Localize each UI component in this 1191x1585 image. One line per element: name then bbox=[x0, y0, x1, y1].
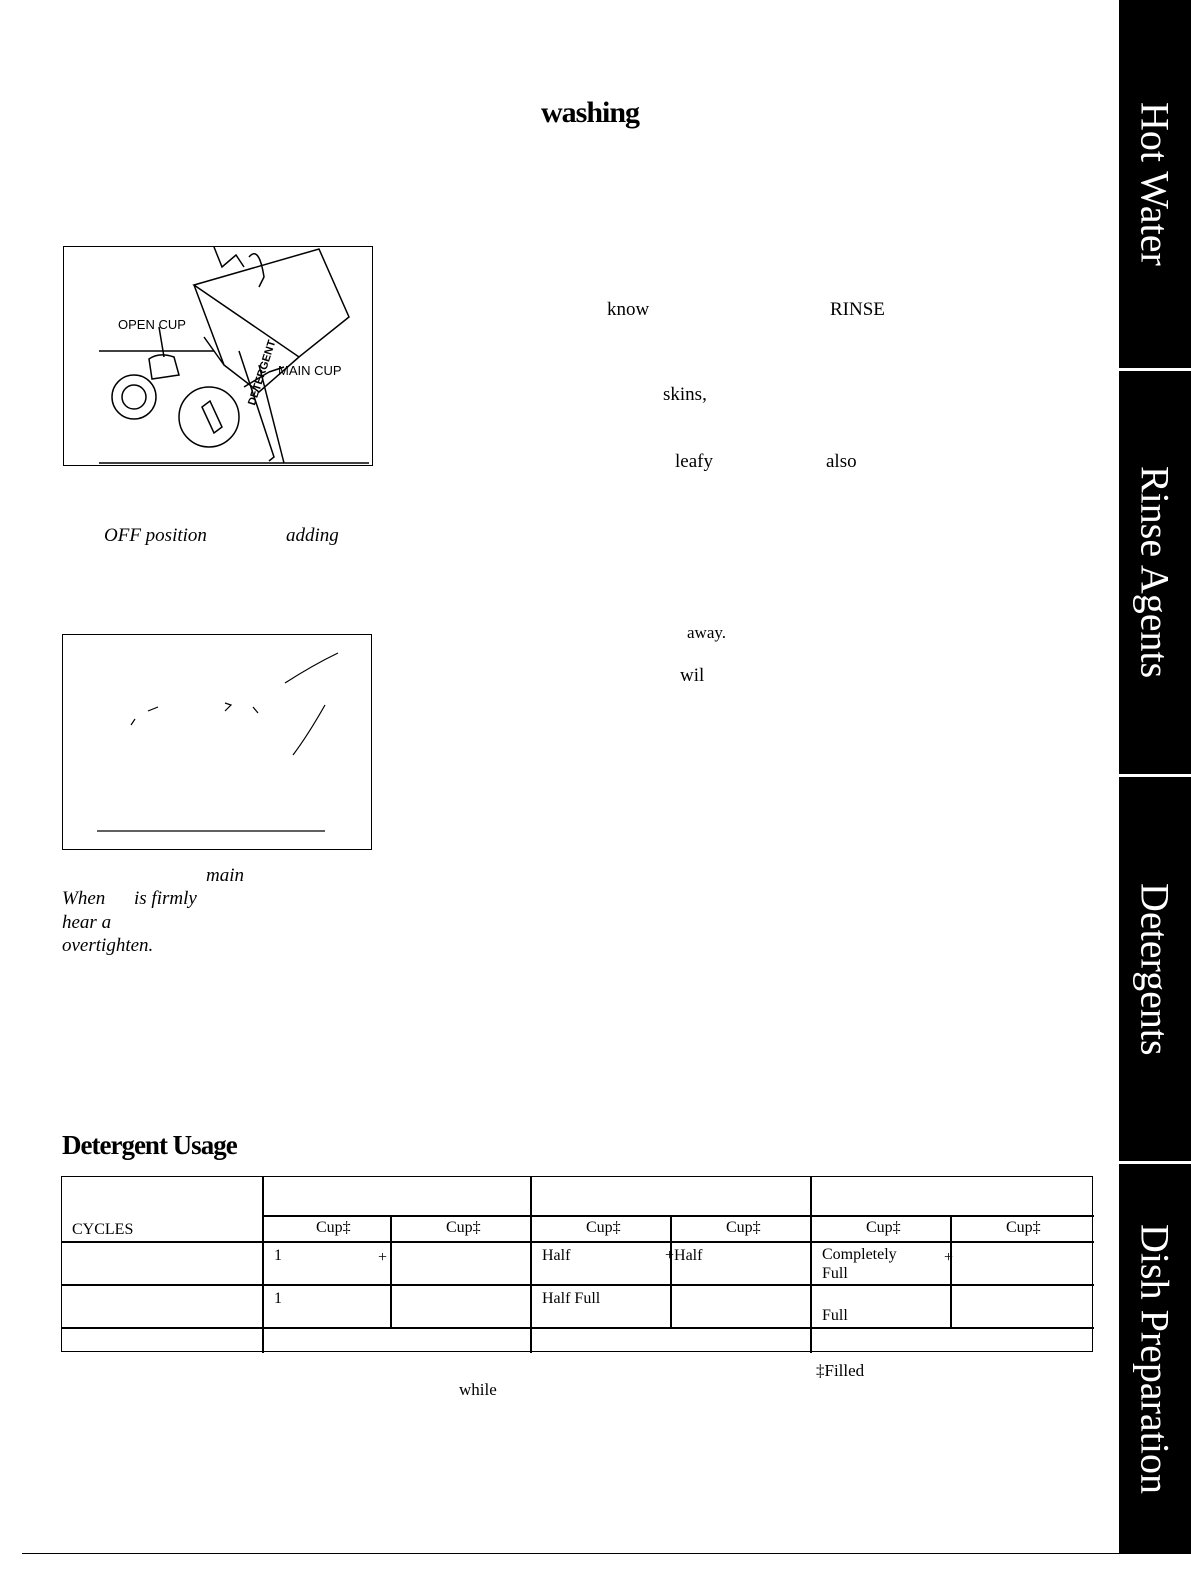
cup-header: Cup‡ bbox=[316, 1219, 351, 1236]
while-text: while bbox=[459, 1380, 497, 1399]
row1-cell: Completely bbox=[822, 1246, 897, 1263]
overtighten-text: overtighten. bbox=[62, 935, 154, 956]
is-firmly-text: is firmly bbox=[134, 888, 197, 909]
table-divider bbox=[670, 1215, 672, 1327]
row2-cell: 1 bbox=[274, 1290, 282, 1307]
dispenser-illustration bbox=[64, 247, 372, 465]
row1-plus: + bbox=[944, 1249, 954, 1266]
tab-dish-preparation-label: Dish Preparation bbox=[1132, 1224, 1178, 1494]
off-position-text: OFF position bbox=[104, 525, 207, 546]
cup-header: Cup‡ bbox=[866, 1219, 901, 1236]
row1-plus: + bbox=[378, 1249, 388, 1266]
main-text: main bbox=[206, 865, 244, 886]
know-text: know bbox=[607, 299, 650, 320]
row1-cell: Full bbox=[822, 1265, 848, 1282]
away-text: away. bbox=[687, 623, 727, 642]
tab-rinse-agents[interactable] bbox=[1119, 371, 1191, 774]
filled-footnote: ‡Filled bbox=[816, 1361, 865, 1380]
detergent-cup-figure bbox=[63, 246, 373, 466]
cup-header: Cup‡ bbox=[446, 1219, 481, 1236]
usage-heading: Detergent Usage bbox=[62, 1130, 237, 1160]
row2-cell: Full bbox=[822, 1307, 848, 1324]
tab-hot-water-label: Hot Water bbox=[1132, 102, 1178, 266]
leafy-text: leafy bbox=[675, 451, 713, 472]
page-title: washing bbox=[541, 96, 640, 129]
rinse-text: RINSE bbox=[830, 299, 885, 320]
cup-lid-figure bbox=[62, 634, 372, 850]
adding-text: adding bbox=[286, 525, 339, 546]
detergent-usage-table bbox=[61, 1176, 1093, 1352]
table-divider bbox=[62, 1241, 1094, 1243]
table-divider bbox=[262, 1215, 1094, 1217]
main-cup-label: MAIN CUP bbox=[278, 363, 342, 378]
table-divider bbox=[62, 1284, 1094, 1286]
hear-a-text: hear a bbox=[62, 912, 112, 933]
cup-header: Cup‡ bbox=[726, 1219, 761, 1236]
skins-text: skins, bbox=[663, 384, 707, 405]
tab-detergents-label: Detergents bbox=[1132, 882, 1178, 1056]
also-text: also bbox=[826, 451, 857, 472]
cup-header: Cup‡ bbox=[586, 1219, 621, 1236]
row1-cell: 1 bbox=[274, 1247, 282, 1264]
tab-hot-water[interactable] bbox=[1119, 0, 1191, 368]
row2-cell: Half Full bbox=[542, 1290, 601, 1307]
when-text: When bbox=[62, 888, 106, 909]
table-divider bbox=[390, 1215, 392, 1327]
tab-detergents[interactable] bbox=[1119, 777, 1191, 1161]
row1-cell: Half bbox=[542, 1247, 571, 1264]
wil-text: wil bbox=[680, 665, 705, 686]
open-cup-label: OPEN CUP bbox=[118, 317, 186, 332]
cycles-header: CYCLES bbox=[72, 1221, 134, 1238]
box-label: DETERGENT bbox=[246, 338, 279, 407]
bottom-rule bbox=[22, 1553, 1119, 1554]
table-divider bbox=[62, 1327, 1094, 1329]
lid-illustration bbox=[63, 635, 371, 849]
tab-rinse-agents-label: Rinse Agents bbox=[1132, 466, 1178, 679]
table-divider bbox=[950, 1215, 952, 1327]
row1-cell: +Half bbox=[665, 1247, 703, 1264]
cup-header: Cup‡ bbox=[1006, 1219, 1041, 1236]
tab-dish-preparation[interactable] bbox=[1119, 1164, 1191, 1554]
